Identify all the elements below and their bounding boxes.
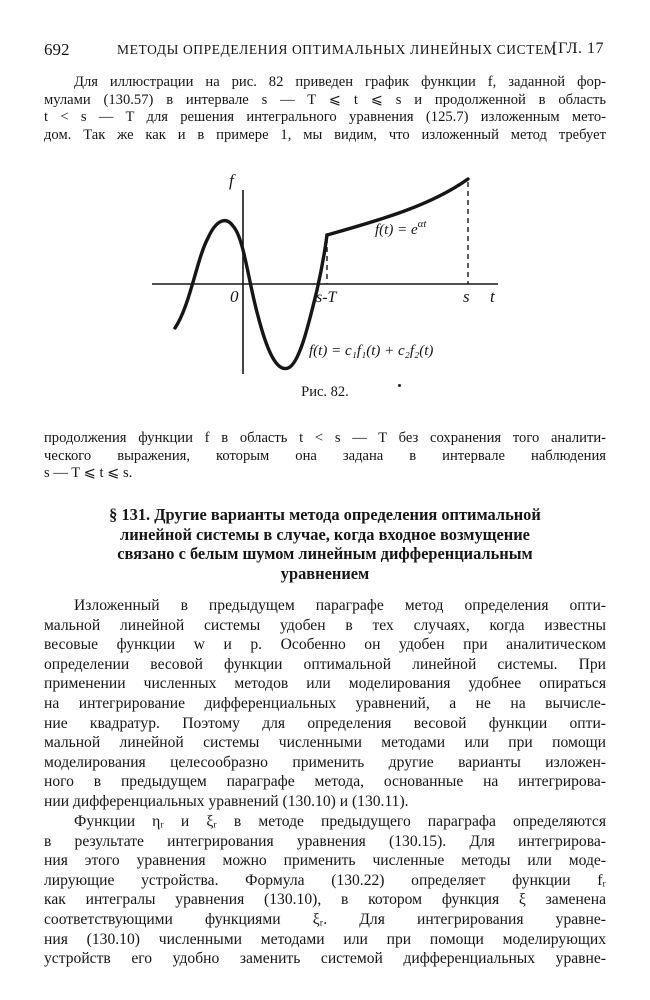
text-line: ческого выражения, которым она задана в интервале наблюдения <box>44 447 606 464</box>
text-line: лирующие устройства. Формула (130.22) определяет функции fᵣ <box>44 871 606 889</box>
text-line: ния этого уравнения можно применить численные методы или моде- <box>44 852 606 870</box>
text-line: устройств его удобно заменить системой дифференциальных уравне- <box>44 950 606 968</box>
text-line: s — T ⩽ t ⩽ s. <box>44 465 133 481</box>
origin-label: 0 <box>230 287 239 306</box>
text-line: ного в предыдущем параграфе метода, основанные на интегрирова- <box>44 773 606 791</box>
y-axis-label: f <box>229 171 234 190</box>
title-line: § 131. Другие варианты метода определения оптимальной <box>109 505 541 524</box>
function-graph <box>150 168 500 378</box>
text-line: мальной линейной системы численными методами или при помощи <box>44 734 606 752</box>
text-line: t < s — T для решения интегрального уравнения (125.7) изложенным мето- <box>44 109 606 125</box>
text-line: ния (130.10) численными методами или при помощи моделирующих <box>44 930 606 948</box>
page-number: 692 <box>44 40 70 59</box>
text-line: соответствующими функциями ξᵣ. Для интегрирования уравне- <box>44 910 606 928</box>
combination-formula: f(t) = c₁f₁(t) + c₂f₂(t) <box>309 343 434 359</box>
text-line: продолжения функции f в область t < s — T без сохранения того аналити- <box>44 430 606 446</box>
text-line: определении весовой функции оптимальной линейной системы. При <box>44 655 606 673</box>
running-title: МЕТОДЫ ОПРЕДЕЛЕНИЯ ОПТИМАЛЬНЫХ ЛИНЕЙНЫХ СИСТЕМ <box>117 42 557 57</box>
text-line: дом. Так же как и в примере 1, мы видим, что изложенный метод требует <box>44 126 606 143</box>
exponential-formula: $f(t) = e^{\alpha t}$ <box>375 218 427 238</box>
text-line: как интегралы уравнения (130.10), в котором функция ξ заменена <box>44 891 606 909</box>
print-speck <box>398 384 401 387</box>
text-line: моделирования целесообразно применить другие варианты изложен- <box>44 753 606 771</box>
text-line: на интегрирование дифференциальных уравнений, а не на вычисле- <box>44 694 606 712</box>
title-line: линейной системы в случае, когда входное возмущение <box>120 524 530 544</box>
x-axis-label: t <box>490 287 495 306</box>
text-line: весовые функции w и p. Особенно он удобен при аналитическом <box>44 636 606 654</box>
tick-label-s: s <box>463 287 470 306</box>
intro-paragraph <box>44 74 606 144</box>
text-line: Для иллюстрации на рис. 82 приведен график функции f, заданной фор- <box>74 74 606 90</box>
text-line: применении численных методов или моделирования удобнее опираться <box>44 675 606 693</box>
title-line: уравнением <box>280 563 370 583</box>
tick-label-s-minus-t: s-T <box>316 289 337 306</box>
text-line: мальной линейной системы удобен в тех случаях, когда известны <box>44 616 606 634</box>
text-line: Функции ηᵣ и ξᵣ в методе предыдущего параграфа определяются <box>74 813 606 830</box>
curve-linear-combination <box>175 221 327 369</box>
continuation-paragraph <box>44 430 606 483</box>
chapter-marker: [ГЛ. 17 <box>552 40 604 57</box>
section-title <box>60 505 590 583</box>
title-line: связано с белым шумом линейным дифференциальным <box>117 544 533 563</box>
text-line: ние квадратур. Поэтому для определения весовой функции опти- <box>44 714 606 732</box>
figure-caption: Рис. 82. <box>301 384 349 400</box>
body-paragraph-2 <box>44 812 606 969</box>
text-line: Изложенный в предыдущем параграфе метод определения опти- <box>74 597 606 614</box>
body-paragraph-1 <box>44 596 606 812</box>
text-line: мулами (130.57) в интервале s — T ⩽ t ⩽ s и продолженной в область <box>44 91 606 108</box>
page-header <box>44 40 604 62</box>
text-line: нии дифференциальных уравнений (130.10) и (130.11). <box>44 792 409 810</box>
text-line: в результате интегрирования уравнения (130.15). Для интегрирова- <box>44 832 606 850</box>
